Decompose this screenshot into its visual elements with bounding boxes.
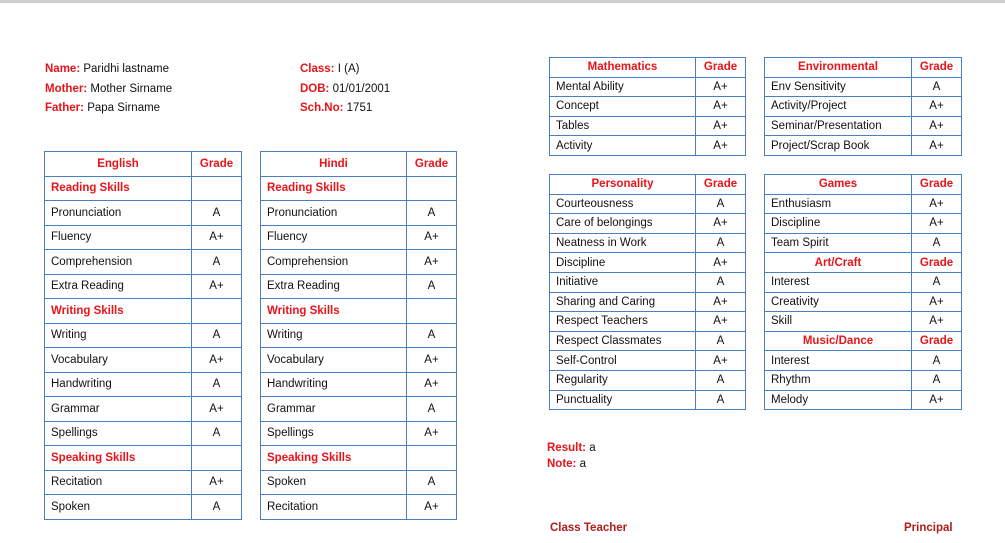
grade-value: A+ bbox=[912, 194, 962, 214]
grade-value: A bbox=[696, 272, 746, 292]
class-value: I (A) bbox=[337, 63, 360, 75]
grade-value: A+ bbox=[192, 348, 242, 373]
table-row bbox=[550, 390, 746, 410]
skill-name: Discipline bbox=[550, 253, 696, 273]
grade-value: A bbox=[407, 323, 457, 348]
skill-name: Courteousness bbox=[550, 194, 696, 214]
skill-name: Regularity bbox=[550, 370, 696, 390]
table-row bbox=[550, 292, 746, 312]
subject-title: Personality bbox=[550, 175, 696, 195]
table-header-row bbox=[550, 58, 746, 78]
grade-value: A bbox=[192, 323, 242, 348]
grade-value: A bbox=[407, 397, 457, 422]
table-row bbox=[550, 272, 746, 292]
grade-value: A+ bbox=[912, 136, 962, 156]
grade-value: A bbox=[912, 272, 962, 292]
grade-header: Grade bbox=[912, 58, 962, 78]
grade-value: A+ bbox=[407, 495, 457, 520]
section-row bbox=[45, 176, 242, 201]
skill-name: Writing bbox=[261, 323, 407, 348]
grade-value: A+ bbox=[192, 274, 242, 299]
skill-name: Handwriting bbox=[45, 372, 192, 397]
skill-name: Tables bbox=[550, 116, 696, 136]
table-row bbox=[550, 116, 746, 136]
grade-value: A+ bbox=[912, 214, 962, 234]
table-row bbox=[45, 372, 242, 397]
result-block bbox=[547, 441, 596, 472]
section-row bbox=[261, 446, 457, 471]
grade-header: Grade bbox=[912, 331, 962, 351]
schno-line: Sch.No: 1751 bbox=[300, 102, 373, 114]
table-row bbox=[261, 201, 457, 226]
grade-value: A bbox=[192, 372, 242, 397]
skill-name: Grammar bbox=[261, 397, 407, 422]
skill-name: Respect Classmates bbox=[550, 331, 696, 351]
skill-name: Pronunciation bbox=[45, 201, 192, 226]
table-header-row bbox=[261, 152, 457, 177]
grade-value: A bbox=[696, 194, 746, 214]
mother-line: Mother: Mother Sirname bbox=[45, 82, 173, 95]
mathematics-grade-table bbox=[549, 57, 746, 156]
english-grade-table bbox=[44, 151, 242, 520]
grade-value: A+ bbox=[407, 225, 457, 250]
skill-name: Env Sensitivity bbox=[765, 77, 912, 97]
section-title: Reading Skills bbox=[45, 176, 192, 201]
grade-value: A bbox=[696, 233, 746, 253]
student-info-left bbox=[45, 60, 172, 119]
result-value: a bbox=[589, 442, 596, 454]
section-title: Writing Skills bbox=[45, 299, 192, 324]
grade-value: A+ bbox=[696, 116, 746, 136]
table-row bbox=[765, 97, 962, 117]
table-row bbox=[45, 495, 242, 520]
table-row bbox=[261, 274, 457, 299]
grade-header: Grade bbox=[912, 175, 962, 195]
class-teacher-signature: Class Teacher bbox=[550, 522, 628, 534]
table-row bbox=[550, 214, 746, 234]
skill-name: Handwriting bbox=[261, 372, 407, 397]
skill-name: Care of belongings bbox=[550, 214, 696, 234]
section-row bbox=[45, 299, 242, 324]
table-row bbox=[765, 351, 962, 371]
table-row bbox=[550, 77, 746, 97]
table-row bbox=[550, 253, 746, 273]
table-row bbox=[765, 214, 962, 234]
skill-name: Vocabulary bbox=[261, 348, 407, 373]
table-row bbox=[550, 136, 746, 156]
skill-name: Grammar bbox=[45, 397, 192, 422]
grade-value: A bbox=[192, 495, 242, 520]
personality-grade-table bbox=[549, 174, 746, 410]
grade-value: A bbox=[192, 201, 242, 226]
section-grade-empty bbox=[407, 176, 457, 201]
grade-value: A bbox=[696, 370, 746, 390]
grade-value: A+ bbox=[696, 97, 746, 117]
table-row bbox=[765, 272, 962, 292]
grade-value: A bbox=[407, 201, 457, 226]
dob-line: DOB: 01/01/2001 bbox=[300, 82, 391, 95]
environmental-grade-table bbox=[764, 57, 962, 156]
table-row bbox=[550, 97, 746, 117]
table-row bbox=[261, 348, 457, 373]
grade-value: A+ bbox=[407, 250, 457, 275]
table-row bbox=[45, 250, 242, 275]
section-title: Games bbox=[765, 175, 912, 195]
section-row bbox=[261, 299, 457, 324]
section-title: Speaking Skills bbox=[45, 446, 192, 471]
skill-name: Comprehension bbox=[261, 250, 407, 275]
table-row bbox=[45, 397, 242, 422]
section-row bbox=[765, 331, 962, 351]
grade-value: A+ bbox=[696, 351, 746, 371]
table-row bbox=[550, 370, 746, 390]
grade-value: A+ bbox=[192, 470, 242, 495]
table-row bbox=[261, 495, 457, 520]
skill-name: Recitation bbox=[261, 495, 407, 520]
grade-value: A+ bbox=[912, 390, 962, 410]
grade-value: A+ bbox=[912, 292, 962, 312]
table-row bbox=[45, 201, 242, 226]
table-row bbox=[765, 77, 962, 97]
table-row bbox=[550, 351, 746, 371]
grade-value: A+ bbox=[407, 372, 457, 397]
section-title: Music/Dance bbox=[765, 331, 912, 351]
grade-header: Grade bbox=[192, 152, 242, 177]
table-header-row bbox=[765, 58, 962, 78]
section-grade-empty bbox=[407, 299, 457, 324]
grade-value: A bbox=[192, 421, 242, 446]
grade-header: Grade bbox=[696, 58, 746, 78]
grade-value: A bbox=[696, 331, 746, 351]
hindi-grade-table bbox=[260, 151, 457, 520]
grade-value: A+ bbox=[407, 421, 457, 446]
name-line: Name: Paridhi lastname bbox=[45, 63, 170, 75]
principal-signature: Principal bbox=[904, 522, 953, 534]
skill-name: Respect Teachers bbox=[550, 312, 696, 332]
table-row bbox=[261, 250, 457, 275]
skill-name: Initiative bbox=[550, 272, 696, 292]
skill-name: Project/Scrap Book bbox=[765, 136, 912, 156]
table-header-row bbox=[45, 152, 242, 177]
table-row bbox=[45, 421, 242, 446]
grade-header: Grade bbox=[912, 253, 962, 273]
skill-name: Spellings bbox=[45, 421, 192, 446]
subject-title: Mathematics bbox=[550, 58, 696, 78]
section-title: Art/Craft bbox=[765, 253, 912, 273]
table-row bbox=[45, 348, 242, 373]
grade-value: A+ bbox=[696, 253, 746, 273]
table-row bbox=[261, 225, 457, 250]
section-grade-empty bbox=[192, 446, 242, 471]
table-row bbox=[765, 116, 962, 136]
table-row bbox=[765, 312, 962, 332]
table-header-row bbox=[550, 175, 746, 195]
grade-value: A bbox=[696, 390, 746, 410]
section-title: Writing Skills bbox=[261, 299, 407, 324]
table-row bbox=[765, 233, 962, 253]
grade-value: A+ bbox=[192, 397, 242, 422]
skill-name: Extra Reading bbox=[45, 274, 192, 299]
table-row bbox=[45, 323, 242, 348]
grade-value: A+ bbox=[912, 97, 962, 117]
section-row bbox=[261, 176, 457, 201]
table-row bbox=[261, 372, 457, 397]
section-grade-empty bbox=[192, 299, 242, 324]
skill-name: Spoken bbox=[261, 470, 407, 495]
skill-name: Sharing and Caring bbox=[550, 292, 696, 312]
grade-value: A bbox=[912, 233, 962, 253]
skill-name: Seminar/Presentation bbox=[765, 116, 912, 136]
grade-header: Grade bbox=[696, 175, 746, 195]
skill-name: Creativity bbox=[765, 292, 912, 312]
skill-name: Interest bbox=[765, 272, 912, 292]
skill-name: Vocabulary bbox=[45, 348, 192, 373]
subject-title: English bbox=[45, 152, 192, 177]
skill-name: Interest bbox=[765, 351, 912, 371]
section-title: Speaking Skills bbox=[261, 446, 407, 471]
section-grade-empty bbox=[407, 446, 457, 471]
grade-value: A+ bbox=[696, 312, 746, 332]
dob-value: 01/01/2001 bbox=[332, 82, 391, 95]
skill-name: Mental Ability bbox=[550, 77, 696, 97]
grade-value: A+ bbox=[696, 292, 746, 312]
grade-value: A+ bbox=[696, 77, 746, 97]
table-row bbox=[765, 370, 962, 390]
skill-name: Activity/Project bbox=[765, 97, 912, 117]
skill-name: Writing bbox=[45, 323, 192, 348]
note-value: a bbox=[579, 457, 586, 470]
table-row bbox=[550, 331, 746, 351]
student-info-right bbox=[300, 60, 390, 119]
table-row bbox=[261, 397, 457, 422]
section-grade-empty bbox=[192, 176, 242, 201]
grade-value: A bbox=[912, 77, 962, 97]
skill-name: Spoken bbox=[45, 495, 192, 520]
skill-name: Enthusiasm bbox=[765, 194, 912, 214]
subject-title: Environmental bbox=[765, 58, 912, 78]
skill-name: Melody bbox=[765, 390, 912, 410]
grade-value: A bbox=[192, 250, 242, 275]
table-row bbox=[765, 390, 962, 410]
skill-name: Recitation bbox=[45, 470, 192, 495]
mother-name: Mother Sirname bbox=[90, 82, 173, 95]
grade-value: A bbox=[407, 274, 457, 299]
skill-name: Rhythm bbox=[765, 370, 912, 390]
skill-name: Activity bbox=[550, 136, 696, 156]
table-row bbox=[765, 194, 962, 214]
skill-name: Punctuality bbox=[550, 390, 696, 410]
skill-name: Extra Reading bbox=[261, 274, 407, 299]
grade-value: A bbox=[407, 470, 457, 495]
grade-value: A+ bbox=[407, 348, 457, 373]
section-row bbox=[45, 446, 242, 471]
table-row bbox=[261, 323, 457, 348]
grade-value: A+ bbox=[696, 214, 746, 234]
section-row bbox=[765, 175, 962, 195]
grade-value: A bbox=[912, 351, 962, 371]
skill-name: Spellings bbox=[261, 421, 407, 446]
student-name: Paridhi lastname bbox=[83, 63, 170, 75]
grade-value: A+ bbox=[192, 225, 242, 250]
grade-header: Grade bbox=[407, 152, 457, 177]
skill-name: Team Spirit bbox=[765, 233, 912, 253]
skill-name: Pronunciation bbox=[261, 201, 407, 226]
skill-name: Comprehension bbox=[45, 250, 192, 275]
table-row bbox=[765, 136, 962, 156]
skill-name: Neatness in Work bbox=[550, 233, 696, 253]
section-title: Reading Skills bbox=[261, 176, 407, 201]
games-grade-table bbox=[764, 174, 962, 410]
skill-name: Skill bbox=[765, 312, 912, 332]
skill-name: Fluency bbox=[45, 225, 192, 250]
grade-value: A+ bbox=[696, 136, 746, 156]
class-line: Class: I (A) bbox=[300, 63, 360, 75]
note-line: Note: a bbox=[547, 457, 586, 470]
result-line: Result: a bbox=[547, 442, 596, 454]
table-row bbox=[765, 292, 962, 312]
skill-name: Self-Control bbox=[550, 351, 696, 371]
section-row bbox=[765, 253, 962, 273]
top-border bbox=[0, 0, 1005, 3]
table-row bbox=[45, 274, 242, 299]
skill-name: Concept bbox=[550, 97, 696, 117]
table-row bbox=[261, 470, 457, 495]
grade-value: A bbox=[912, 370, 962, 390]
table-row bbox=[261, 421, 457, 446]
subject-title: Hindi bbox=[261, 152, 407, 177]
skill-name: Fluency bbox=[261, 225, 407, 250]
father-line: Father: Papa Sirname bbox=[45, 102, 161, 114]
grade-value: A+ bbox=[912, 116, 962, 136]
table-row bbox=[550, 312, 746, 332]
skill-name: Discipline bbox=[765, 214, 912, 234]
table-row bbox=[45, 470, 242, 495]
table-row bbox=[45, 225, 242, 250]
father-name: Papa Sirname bbox=[87, 102, 161, 114]
schno-value: 1751 bbox=[346, 102, 373, 114]
table-row bbox=[550, 233, 746, 253]
table-row bbox=[550, 194, 746, 214]
grade-value: A+ bbox=[912, 312, 962, 332]
